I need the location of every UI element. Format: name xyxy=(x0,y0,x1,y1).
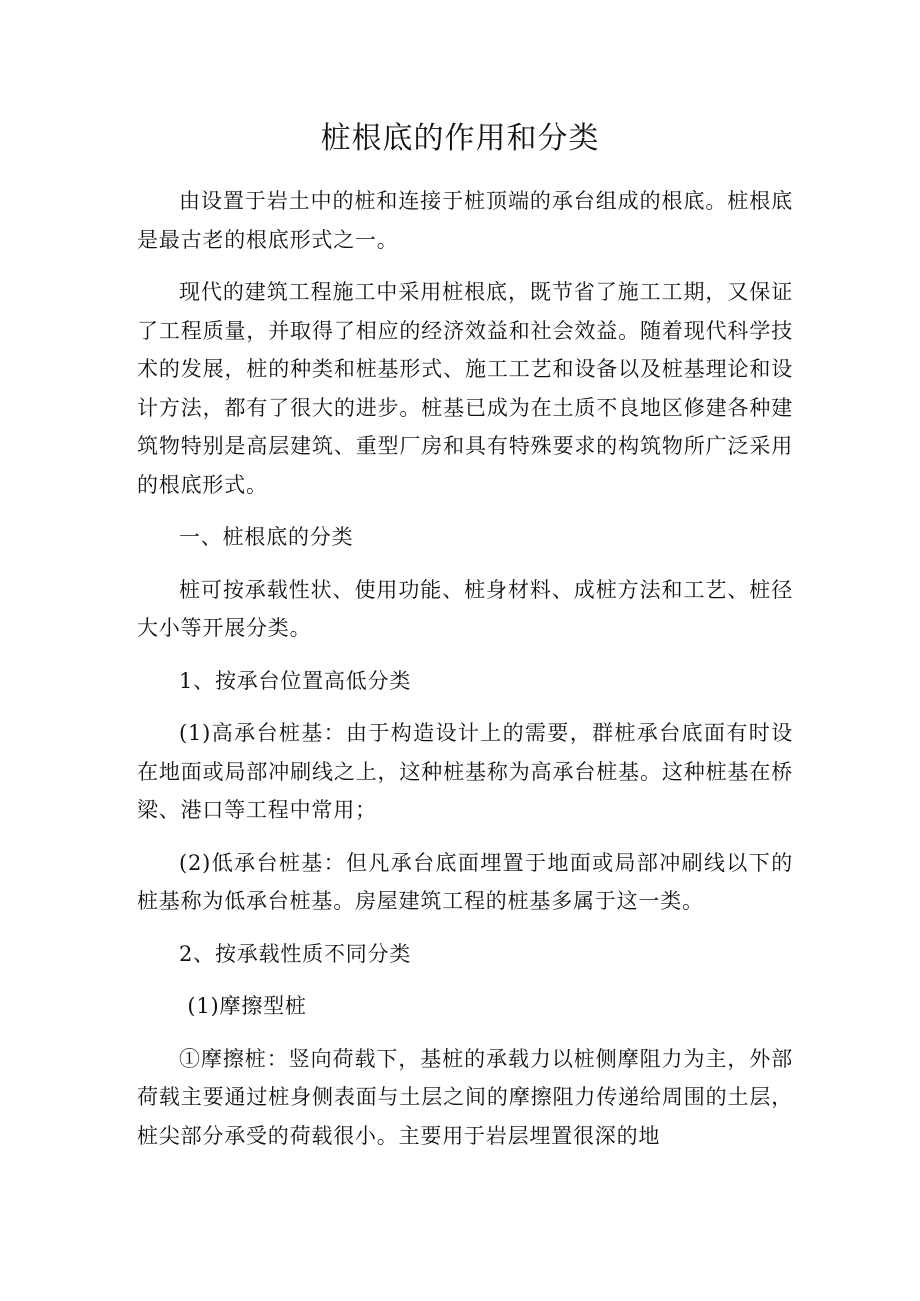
paragraph-high-cap: (1)高承台桩基：由于构造设计上的需要，群桩承台底面有时设在地面或局部冲刷线之上，这种桩基称为高承台桩基。这种桩基在桥梁、港口等工程中常用； xyxy=(137,721,793,822)
paragraph-classification-basis: 桩可按承载性状、使用功能、桩身材料、成桩方法和工艺、桩径大小等开展分类。 xyxy=(137,577,793,640)
subheading-bearing-nature: 2、按承载性质不同分类 xyxy=(179,941,412,966)
paragraph-low-cap: (2)低承台桩基：但凡承台底面埋置于地面或局部冲刷线以下的桩基称为低承台桩基。房屋建筑工程的桩基多属于这一类。 xyxy=(137,850,793,913)
document-title: 桩根底的作用和分类 xyxy=(320,121,600,156)
paragraph-friction-pile: ①摩擦桩：竖向荷载下，基桩的承载力以桩侧摩阻力为主，外部荷载主要通过桩身侧表面与土层之间的摩擦阻力传递给周围的土层，桩尖部分承受的荷载很小。主要用于岩层埋置很深的地 xyxy=(137,1046,793,1148)
subheading-cap-position: 1、按承台位置高低分类 xyxy=(179,668,412,693)
paragraph-definition: 由设置于岩土中的桩和连接于桩顶端的承台组成的根底。桩根底是最古老的根底形式之一。 xyxy=(137,189,793,252)
section-heading-classification: 一、桩根底的分类 xyxy=(179,525,354,549)
subheading-friction-pile: (1)摩擦型桩 xyxy=(187,994,307,1018)
paragraph-modern-use: 现代的建筑工程施工中采用桩根底，既节省了施工工期，又保证了工程质量，并取得了相应的经济效益和社会效益。随着现代科学技术的发展，桩的种类和桩基形式、施工工艺和设备以及桩基理论和设计方法，都有了很大的进步。桩基已成为在土质不良地区修建各种建筑物特别是高层建筑、重型厂房和具有特殊要求的构筑物所广泛采用的根底形式。 xyxy=(137,280,793,497)
document-body xyxy=(137,182,793,1169)
